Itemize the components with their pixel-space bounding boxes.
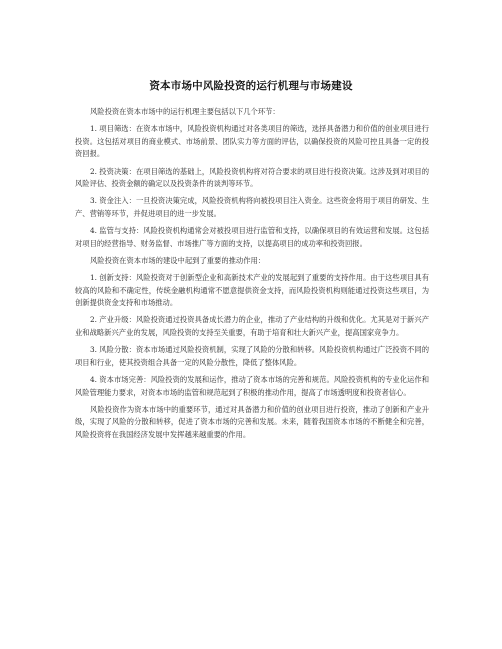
paragraph-market-improvement: 4. 资本市场完善：风险投资的发展和运作，推动了资本市场的完善和规范。风险投资机构的专业化运作和风险管理能力要求，对资本市场的监管和规范起到了积极的推动作用，提高了市场透明度和投资者信心。 — [75, 375, 429, 397]
paragraph-investment-decision: 2. 投资决策：在项目筛选的基础上，风险投资机构将对符合要求的项目进行投资决策。这涉及到对项目的风险评估、投资金额的确定以及投资条件的谈判等环节。 — [75, 166, 429, 189]
paragraph-intro-mechanism: 风险投资在资本市场中的运行机理主要包括以下几个环节： — [90, 107, 280, 116]
document-title: 资本市场中风险投资的运行机理与市场建设 — [149, 80, 353, 92]
paragraph-supervision-support: 4. 监管与支持：风险投资机构通常会对被投项目进行监管和支持，以确保项目的有效运营和发展。这包括对项目的经营指导、财务监督、市场推广等方面的支持，以提高项目的成功率和投资回报。 — [75, 226, 429, 248]
paragraph-intro-role: 风险投资在资本市场的建设中起到了重要的推动作用： — [90, 255, 266, 265]
paragraph-project-screening: 1. 项目筛选：在资本市场中，风险投资机构通过对各类项目的筛选，选择具备潜力和价值的创业项目进行投资。这包括对项目的商业模式、市场前景、团队实力等方面的评估，以确保投资的风险可控且具备一定的投资回报。 — [75, 124, 429, 159]
paragraph-capital-injection: 3. 资金注入：一旦投资决策完成，风险投资机构将向被投项目注入资金。这些资金将用于项目的研发、生产、营销等环节，并促进项目的进一步发展。 — [75, 196, 429, 218]
paragraph-risk-diversification: 3. 风险分散：资本市场通过风险投资机制，实现了风险的分散和转移。风险投资机构通过广泛投资不同的项目和行业，使其投资组合具备一定的风险分散性，降低了整体风险。 — [75, 345, 429, 367]
document-body — [75, 106, 429, 446]
paragraph-industry-upgrade: 2. 产业升级：风险投资通过投资具备成长潜力的企业，推动了产业结构的升级和优化。尤其是对于新兴产业和战略新兴产业的发展，风险投资的支持至关重要，有助于培育和壮大新兴产业，提高国家竞争力。 — [75, 315, 429, 338]
paragraph-conclusion: 风险投资作为资本市场中的重要环节，通过对具备潜力和价值的创业项目进行投资，推动了创新和产业升级，实现了风险的分散和转移，促进了资本市场的完善和发展。未来，随着我国资本市场的不断健全和完善，风险投资将在我国经济发展中发挥越来越重要的作用。 — [75, 404, 429, 439]
paragraph-innovation-support: 1. 创新支持：风险投资对于创新型企业和高新技术产业的发展起到了重要的支持作用。由于这些项目具有较高的风险和不确定性，传统金融机构通常不愿意提供资金支持，而风险投资机构则能通过投资这些项目，为创新提供资金支持和市场推动。 — [75, 273, 429, 308]
